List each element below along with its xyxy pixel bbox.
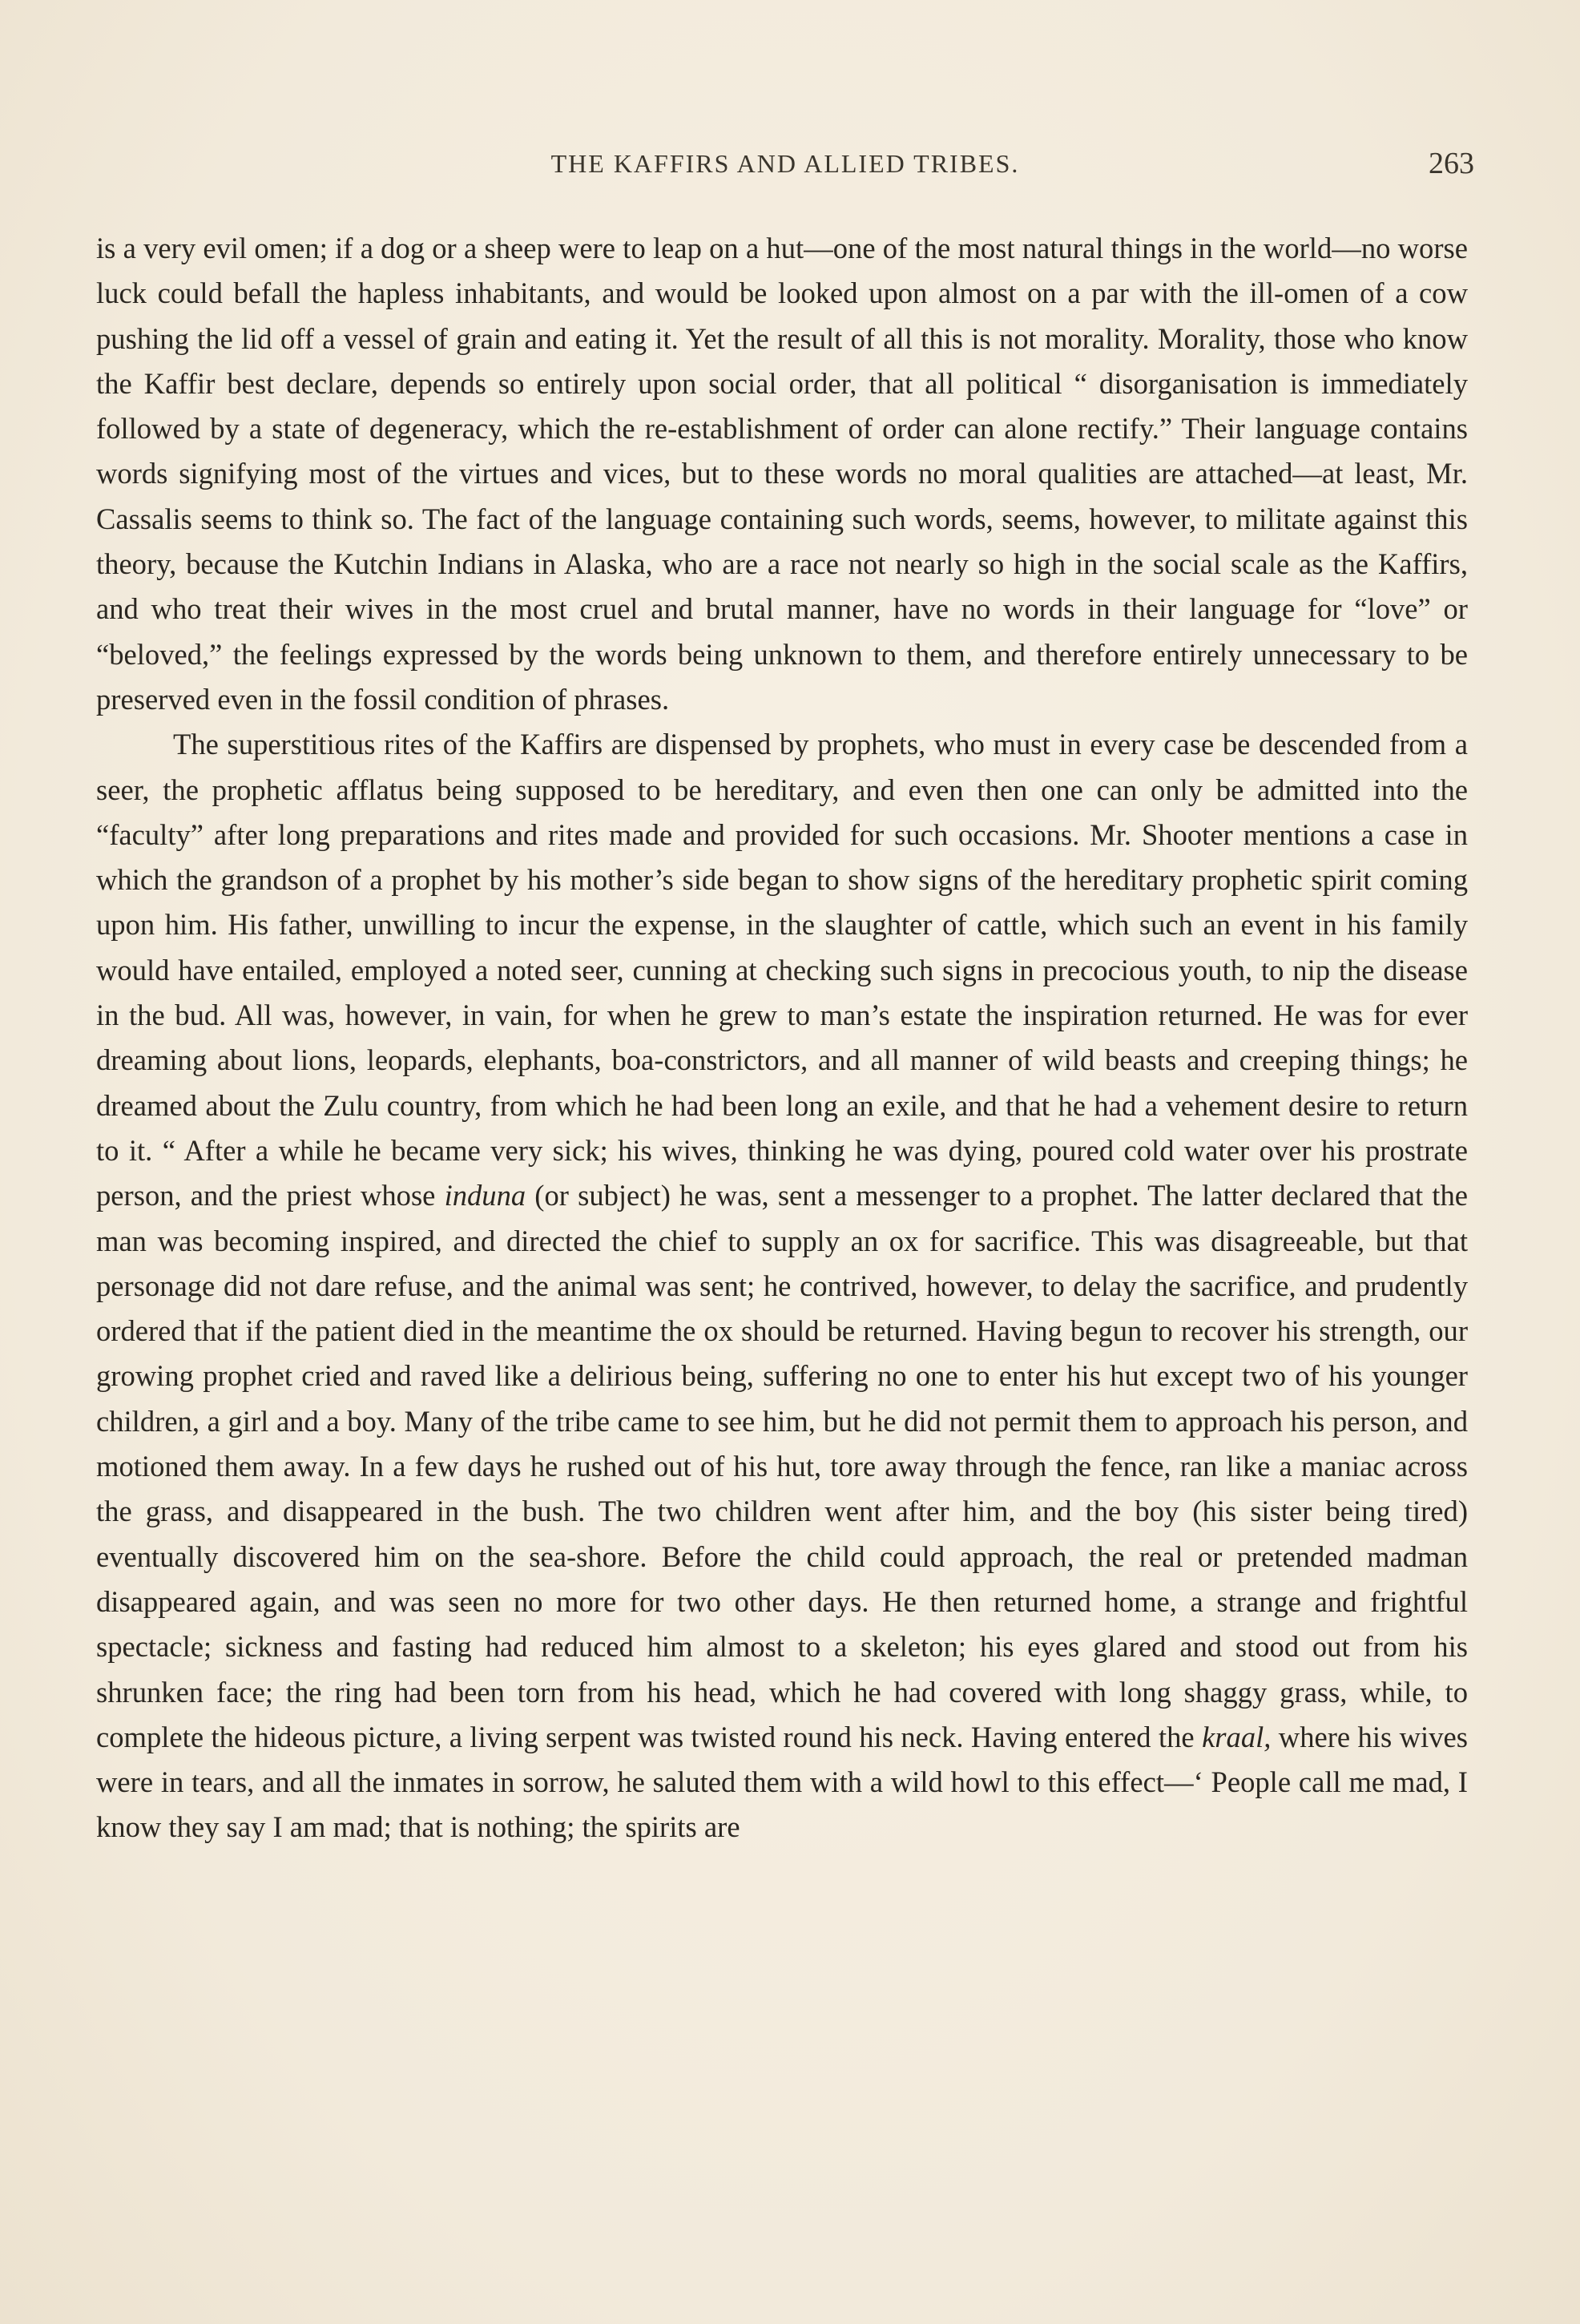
- running-head: [96, 149, 1474, 189]
- paragraph-2-text-c: where his wives were in tears, and all the inmates in sorrow, he saluted them with a wild howl to this effect—‘ People call me mad, I know they say I am mad; that is nothing; the spirits are: [96, 1720, 1468, 1844]
- paragraph-2-text-b: (or subject) he was, sent a messenger to a prophet. The latter declared that the man was becoming inspired, and directed the chief to supply an ox for sacrifice. This was disagreeable, but that personage did not dare refuse, and the animal was sent; he contrived, however, to delay the sacrifice, and prudently ordered that if the patient died in the meantime the ox should be returned. Having begun to recover his strength, our growing prophet cried and raved like a delirious being, suffering no one to enter his hut except two of his younger children, a girl and a boy. Many of the tribe came to see him, but he did not permit them to approach his person, and motioned them away. In a few days he rushed out of his hut, tore away through the fence, ran like a maniac across the grass, and disappeared in the bush. The two children went after him, and the boy (his sister being tired) eventually discovered him on the sea-shore. Before the child could approach, the real or pretended madman disappeared again, and was seen no more for two other days. He then returned home, a strange and frightful spectacle; sickness and fasting had reduced him almost to a skeleton; his eyes glared and stood out from his shrunken face; the ring had been torn from his head, which he had covered with long shaggy grass, while, to complete the hideous picture, a living serpent was twisted round his neck. Having entered the: [96, 1179, 1468, 1753]
- italic-word-induna: induna: [444, 1179, 526, 1212]
- italic-word-kraal: kraal,: [1202, 1720, 1272, 1753]
- page-number: 263: [1429, 147, 1474, 180]
- body-text: [96, 226, 1468, 1850]
- paragraph-2-text-a: The superstitious rites of the Kaffirs are dispensed by prophets, who must in every case be descended from a seer, the prophetic afflatus being supposed to be hereditary, and even then one can only be admitted into the “faculty” after long preparations and rites made and provided for such occasions. Mr. Shooter mentions a case in which the grandson of a prophet by his mother’s side began to show signs of the hereditary prophetic spirit coming upon him. His father, unwilling to incur the expense, in the slaughter of cattle, which such an event in his family would have entailed, employed a noted seer, cunning at checking such signs in precocious youth, to nip the disease in the bud. All was, however, in vain, for when he grew to man’s estate the inspiration returned. He was for ever dreaming about lions, leopards, elephants, boa-constrictors, and all manner of wild beasts and creeping things; he dreamed about the Zulu country, from which he had been long an exile, and that he had a vehement desire to return to it. “ After a while he became very sick; his wives, thinking he was dying, poured cold water over his prostrate person, and the priest whose: [96, 728, 1468, 1212]
- paragraph-2: [96, 722, 1468, 1850]
- running-head-title: THE KAFFIRS AND ALLIED TRIBES.: [550, 149, 1020, 178]
- paragraph-1-text: is a very evil omen; if a dog or a sheep were to leap on a hut—one of the most natural things in the world—no worse luck could befall the hapless inhabitants, and would be looked upon almost on a par with the ill-omen of a cow pushing the lid off a vessel of grain and eating it. Yet the result of all this is not morality. Morality, those who know the Kaffir best declare, depends so entirely upon social order, that all political “ disorganisation is immediately followed by a state of degeneracy, which the re-establishment of order can alone rectify.” Their language contains words signifying most of the virtues and vices, but to these words no moral qualities are attached—at least, Mr. Cassalis seems to think so. The fact of the language containing such words, seems, however, to militate against this theory, because the Kutchin Indians in Alaska, who are a race not nearly so high in the social scale as the Kaffirs, and who treat their wives in the most cruel and brutal manner, have no words in their language for “love” or “beloved,” the feelings expressed by the words being unknown to them, and therefore entirely unnecessary to be preserved even in the fossil condition of phrases.: [96, 232, 1468, 716]
- paragraph-1: [96, 226, 1468, 722]
